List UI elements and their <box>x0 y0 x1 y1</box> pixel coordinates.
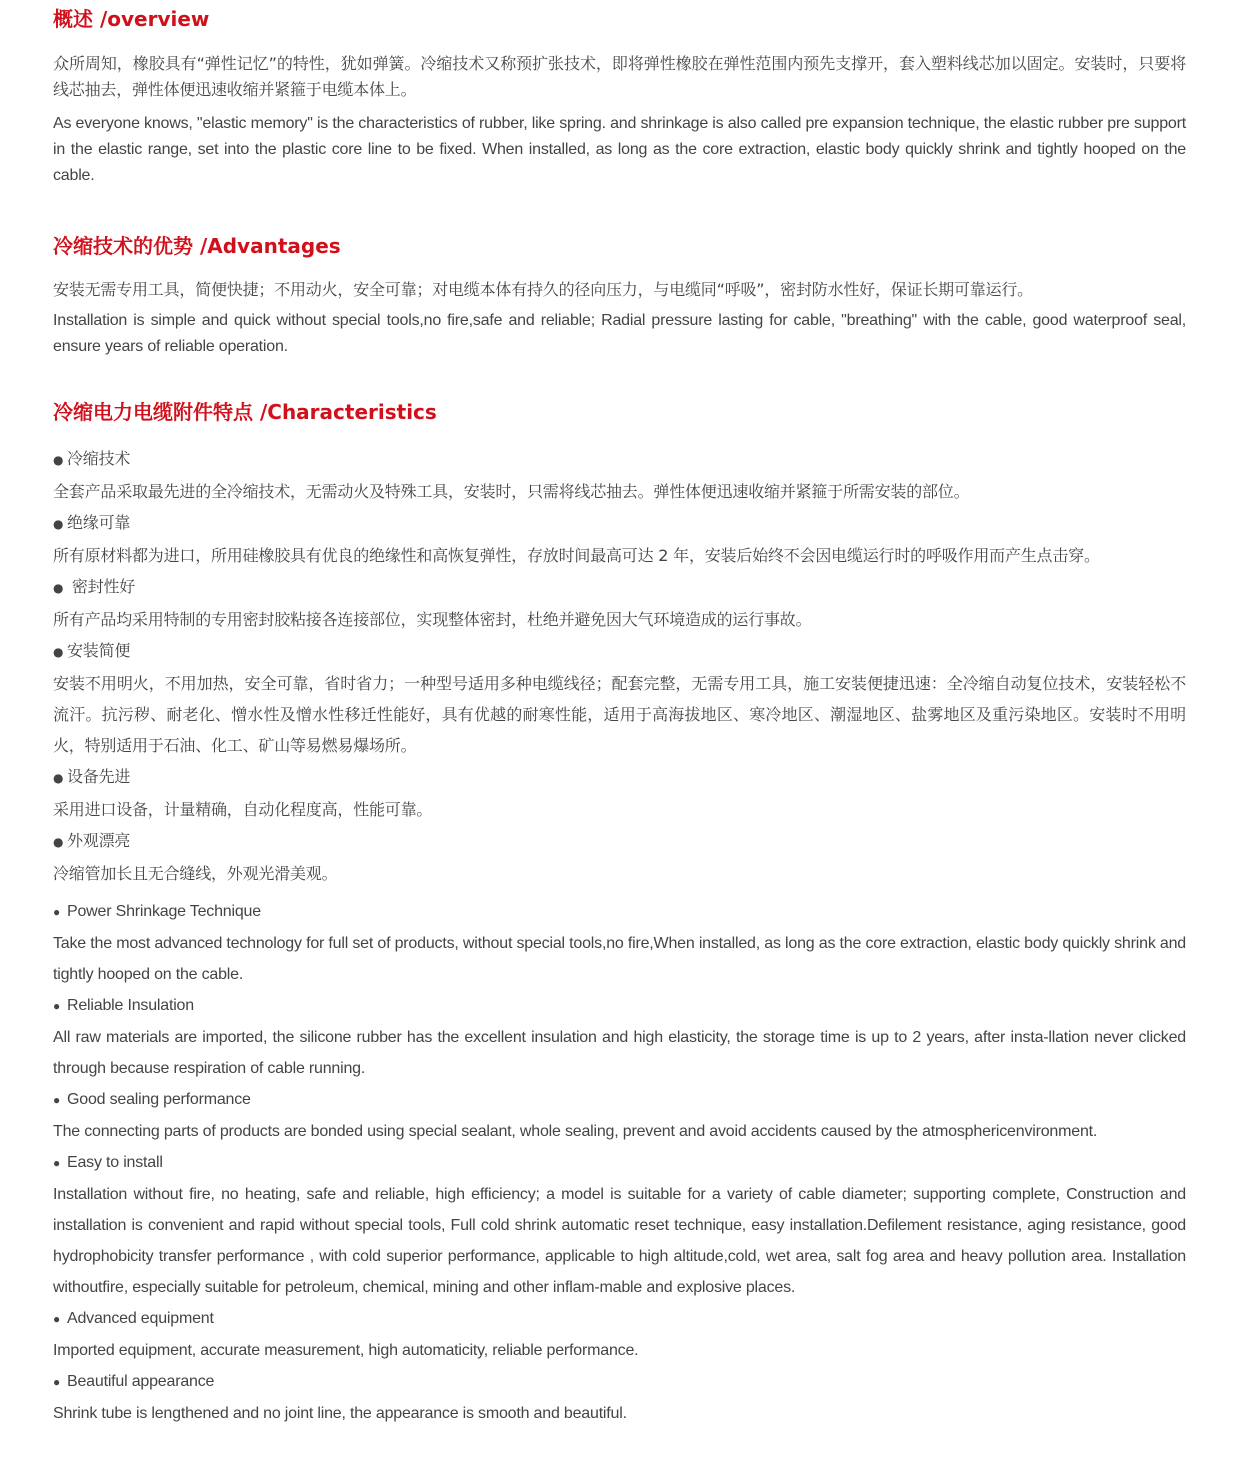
list-item-body: All raw materials are imported, the silicone rubber has the excellent insulation and high elasticity, the storage time is up to 2 years, after insta-llation never clicked through because respiration of cable running. <box>53 1029 1186 1077</box>
list-item-heading: ● Beautiful appearance <box>53 1366 1186 1398</box>
list-item <box>53 1147 1186 1303</box>
list-item-heading: ● Good sealing performance <box>53 1084 1186 1116</box>
bullet-icon: ● <box>53 771 64 785</box>
list-item-heading: ● 安装简便 <box>53 635 1186 668</box>
list-item-body: 安装不用明火，不用加热，安全可靠，省时省力；一种型号适用多种电缆线径；配套完整，无需专用工具，施工安装便捷迅速：全冷缩自动复位技术，安装轻松不流汗。抗污秽、耐老化、憎水性及憎水性移迁性能好，具有优越的耐寒性能，适用于高海拔地区、寒冷地区、潮湿地区、盐雾地区及重污染地区。安装时不用明火，特别适用于石油、化工、矿山等易燃易爆场所。 <box>53 674 1186 755</box>
list-item <box>53 507 1186 571</box>
list-item <box>53 1366 1186 1429</box>
list-item <box>53 1084 1186 1147</box>
list-item-body: 冷缩管加长且无合缝线，外观光滑美观。 <box>53 864 338 883</box>
list-item <box>53 896 1186 990</box>
list-item-body: 采用进口设备，计量精确，自动化程度高，性能可靠。 <box>53 800 433 819</box>
characteristics-en-list <box>53 896 1186 1429</box>
bullet-icon: ● <box>53 999 61 1013</box>
list-item <box>53 761 1186 825</box>
bullet-icon: ● <box>53 1156 61 1170</box>
bullet-icon: ● <box>53 1312 61 1326</box>
list-item-heading: ● 绝缘可靠 <box>53 507 1186 540</box>
list-item-heading: ● 冷缩技术 <box>53 443 1186 476</box>
list-item-heading: ● Advanced equipment <box>53 1303 1186 1335</box>
list-item-heading: ● 外观漂亮 <box>53 825 1186 858</box>
list-item-body: Take the most advanced technology for full set of products, without special tools,no fire,When installed, as long as the core extraction, elastic body quickly shrink and tightly hooped on the cable. <box>53 935 1186 983</box>
list-item <box>53 825 1186 889</box>
list-item-heading: ● 设备先进 <box>53 761 1186 794</box>
list-item-body: 所有原材料都为进口，所用硅橡胶具有优良的绝缘性和高恢复弹性，存放时间最高可达 2 年，安装后始终不会因电缆运行时的呼吸作用而产生点击穿。 <box>53 546 1100 565</box>
bullet-icon: ● <box>53 581 64 595</box>
list-item-heading: ● Reliable Insulation <box>53 990 1186 1022</box>
bullet-icon: ● <box>53 905 61 919</box>
list-item-body: The connecting parts of products are bonded using special sealant, whole sealing, prevent and avoid accidents caused by the atmosphericenvironment. <box>53 1123 1098 1140</box>
advantages-title: 冷缩技术的优势 /Advantages <box>53 234 341 258</box>
list-item-body: Installation without fire, no heating, safe and reliable, high efficiency; a model is suitable for a variety of cable diameter; supporting complete, Construction and installation is convenient and rapid without special tools, Full cold shrink automatic reset technique, easy installation.Defilement resistance, aging resistance, good hydrophobicity transfer performance , with cold superior performance, applicable to high altitude,cold, wet area, salt fog area and heavy pollution area. Installation withoutfire, especially suitable for petroleum, chemical, mining and other inflam-mable and explosive places. <box>53 1186 1186 1296</box>
list-item-body: 全套产品采取最先进的全冷缩技术，无需动火及特殊工具，安装时，只需将线芯抽去。弹性体便迅速收缩并紧箍于所需安装的部位。 <box>53 482 970 501</box>
list-item <box>53 1303 1186 1366</box>
bullet-icon: ● <box>53 1093 61 1107</box>
characteristics-title: 冷缩电力电缆附件特点 /Characteristics <box>53 400 437 424</box>
list-item-heading: ● Power Shrinkage Technique <box>53 896 1186 928</box>
advantages-zh: 安装无需专用工具，简便快捷；不用动火，安全可靠；对电缆本体有持久的径向压力，与电缆同“呼吸”，密封防水性好，保证长期可靠运行。 <box>53 280 1033 299</box>
list-item-body: Shrink tube is lengthened and no joint line, the appearance is smooth and beautiful. <box>53 1405 627 1422</box>
bullet-icon: ● <box>53 835 64 849</box>
advantages-en: Installation is simple and quick without special tools,no fire,safe and reliable; Radial pressure lasting for cable, "breathing" with the cable, good waterproof seal, ensure years of reliable operation. <box>53 312 1186 355</box>
list-item <box>53 990 1186 1084</box>
list-item-heading: ● 密封性好 <box>53 571 1186 604</box>
bullet-icon: ● <box>53 1375 61 1389</box>
characteristics-zh-list <box>53 443 1186 889</box>
bullet-icon: ● <box>53 453 64 467</box>
list-item-body: Imported equipment, accurate measurement, high automaticity, reliable performance. <box>53 1342 639 1359</box>
bullet-icon: ● <box>53 645 64 659</box>
list-item-heading: ● Easy to install <box>53 1147 1186 1179</box>
overview-zh: 众所周知，橡胶具有“弹性记忆”的特性，犹如弹簧。冷缩技术又称预扩张技术，即将弹性橡胶在弹性范围内预先支撑开，套入塑料线芯加以固定。安装时，只要将线芯抽去，弹性体便迅速收缩并紧箍于电缆本体上。 <box>53 54 1186 99</box>
bullet-icon: ● <box>53 517 64 531</box>
list-item-body: 所有产品均采用特制的专用密封胶粘接各连接部位，实现整体密封，杜绝并避免因大气环境造成的运行事故。 <box>53 610 812 629</box>
list-item <box>53 571 1186 635</box>
overview-en: As everyone knows, "elastic memory" is the characteristics of rubber, like spring. and shrinkage is also called pre expansion technique, the elastic rubber pre support in the elastic range, set into the plastic core line to be fixed. When installed, as long as the core extraction, elastic body quickly shrink and tightly hooped on the cable. <box>53 115 1186 184</box>
list-item <box>53 635 1186 761</box>
overview-title: 概述 /overview <box>53 7 210 31</box>
list-item <box>53 443 1186 507</box>
